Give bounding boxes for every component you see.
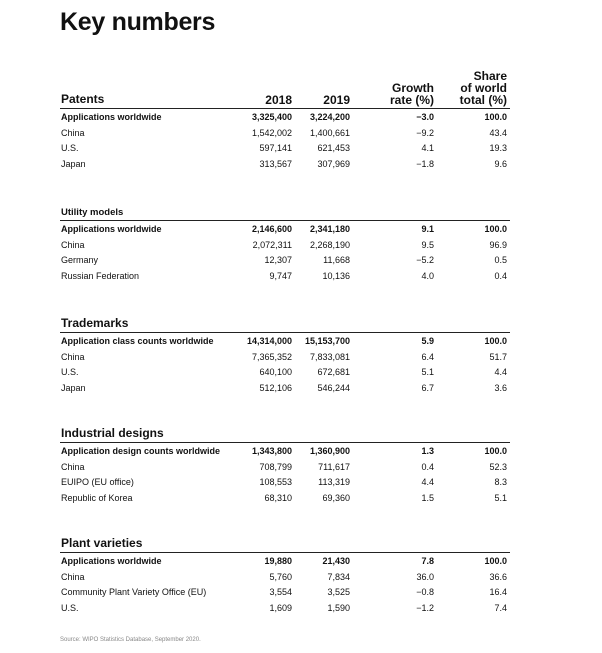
value-2018: 9,747 (269, 270, 292, 281)
value-world-share: 52.3 (489, 461, 507, 472)
value-growth-rate: −3.0 (416, 112, 434, 122)
section-title: Plant varieties (61, 536, 143, 550)
value-world-share: 0.5 (494, 255, 507, 265)
value-2018: 3,325,400 (251, 112, 292, 122)
value-growth-rate: 5.1 (421, 367, 434, 377)
value-2019: 7,833,081 (309, 351, 350, 362)
value-world-share: 9.6 (494, 158, 507, 169)
value-2019: 546,244 (317, 382, 350, 393)
value-2019: 672,681 (317, 367, 350, 377)
section-utility-models (60, 200, 510, 283)
value-world-share: 100.0 (484, 336, 507, 346)
table-row (60, 237, 510, 253)
value-2018: 640,100 (259, 367, 292, 377)
row-label: Community Plant Variety Office (EU) (61, 587, 207, 597)
growth-header-line1: Growth (392, 81, 434, 95)
table-row-total (60, 109, 510, 125)
column-header-growth (390, 82, 434, 106)
row-label: China (61, 239, 85, 250)
value-world-share: 0.4 (494, 270, 507, 281)
section-title: Utility models (61, 207, 124, 218)
value-growth-rate: 1.5 (421, 492, 434, 503)
value-growth-rate: −1.2 (416, 602, 434, 613)
value-2018: 2,072,311 (252, 239, 292, 250)
section-header (60, 530, 510, 553)
value-world-share: 36.6 (489, 571, 507, 582)
value-growth-rate: 6.7 (421, 382, 434, 393)
value-world-share: 100.0 (484, 556, 507, 566)
row-label: China (61, 351, 85, 362)
value-2019: 11,668 (323, 255, 350, 265)
table-row (60, 268, 510, 284)
value-2019: 15,153,700 (304, 336, 350, 346)
section-header (60, 200, 510, 221)
row-label: China (61, 461, 85, 472)
value-2019: 3,525 (327, 587, 350, 597)
table-row (60, 490, 510, 506)
value-2018: 708,799 (259, 461, 292, 472)
section-rows (60, 109, 510, 171)
section-header (60, 420, 510, 443)
value-2019: 1,360,900 (309, 446, 350, 456)
table-row-total (60, 553, 510, 569)
value-2018: 19,880 (264, 556, 292, 566)
source-footnote: Source: WIPO Statistics Database, September 2020. (60, 637, 201, 643)
page-title: Key numbers (60, 8, 216, 36)
row-label: U.S. (61, 143, 79, 153)
section-title: Patents (61, 92, 105, 106)
section-rows (60, 443, 510, 505)
row-label: Applications worldwide (61, 112, 162, 122)
value-world-share: 51.7 (489, 351, 507, 362)
value-world-share: 5.1 (494, 492, 507, 503)
row-label: Applications worldwide (61, 224, 162, 234)
growth-header-line2: rate (%) (389, 93, 434, 107)
value-2018: 2,146,600 (251, 224, 292, 234)
value-2018: 5,760 (269, 571, 292, 582)
table-row (60, 380, 510, 396)
table-row (60, 349, 510, 365)
row-label: Application class counts worldwide (61, 336, 214, 346)
row-label: Republic of Korea (61, 492, 133, 503)
table-row (60, 459, 510, 475)
section-rows (60, 333, 510, 395)
table-row (60, 474, 510, 490)
column-header-2018: 2018 (265, 93, 292, 107)
row-label: EUIPO (EU office) (61, 477, 134, 487)
row-label: Japan (61, 158, 86, 169)
row-label: China (61, 127, 85, 138)
share-header-line1: Share (473, 69, 507, 83)
value-growth-rate: −0.8 (416, 587, 434, 597)
value-growth-rate: −9.2 (416, 127, 434, 138)
value-2019: 10,136 (322, 270, 350, 281)
value-2019: 69,360 (322, 492, 350, 503)
value-2018: 14,314,000 (246, 336, 292, 346)
table-row (60, 569, 510, 585)
value-growth-rate: 4.0 (421, 270, 434, 281)
value-growth-rate: 7.8 (421, 556, 434, 566)
value-world-share: 100.0 (484, 446, 507, 456)
table-row (60, 156, 510, 172)
value-world-share: 7.4 (494, 602, 507, 613)
table-row-total (60, 333, 510, 349)
section-header (60, 66, 510, 109)
share-header-line3: total (%) (459, 93, 507, 107)
value-world-share: 3.6 (494, 382, 507, 393)
value-world-share: 19.3 (489, 143, 507, 153)
section-rows (60, 221, 510, 283)
value-2019: 2,341,180 (309, 224, 350, 234)
value-2018: 7,365,352 (251, 351, 292, 362)
value-2019: 711,617 (318, 461, 350, 472)
value-growth-rate: 4.4 (421, 477, 434, 487)
value-2018: 68,310 (264, 492, 292, 503)
column-header-share (460, 70, 507, 106)
value-growth-rate: 0.4 (421, 461, 434, 472)
value-2019: 2,268,190 (309, 239, 350, 250)
value-growth-rate: 5.9 (421, 336, 434, 346)
value-2019: 7,834 (327, 571, 350, 582)
column-header-2019: 2019 (323, 93, 350, 107)
value-growth-rate: 9.5 (421, 239, 434, 250)
value-world-share: 100.0 (484, 112, 507, 122)
row-label: China (61, 571, 85, 582)
value-2018: 3,554 (269, 587, 292, 597)
row-label: Applications worldwide (61, 556, 162, 566)
section-plant-varieties (60, 530, 510, 615)
value-growth-rate: 36.0 (416, 571, 434, 582)
value-growth-rate: 4.1 (421, 143, 434, 153)
value-growth-rate: 6.4 (421, 351, 434, 362)
value-2018: 1,609 (269, 602, 292, 613)
section-header (60, 310, 510, 333)
table-row (60, 252, 510, 268)
value-2018: 597,141 (259, 143, 292, 153)
value-world-share: 16.4 (489, 587, 507, 597)
table-row (60, 584, 510, 600)
value-2018: 313,567 (259, 158, 292, 169)
value-2019: 307,969 (317, 158, 350, 169)
row-label: U.S. (61, 367, 79, 377)
section-trademarks (60, 310, 510, 395)
row-label: Japan (61, 382, 86, 393)
table-row (60, 125, 510, 141)
value-growth-rate: −1.8 (416, 158, 434, 169)
value-world-share: 8.3 (494, 477, 507, 487)
row-label: U.S. (61, 602, 79, 613)
value-2018: 1,542,002 (251, 127, 292, 138)
value-2018: 12,307 (264, 255, 292, 265)
value-2019: 1,590 (327, 602, 350, 613)
value-growth-rate: 1.3 (421, 446, 434, 456)
section-title: Trademarks (61, 316, 129, 330)
section-rows (60, 553, 510, 615)
value-2019: 3,224,200 (309, 112, 350, 122)
value-world-share: 100.0 (484, 224, 507, 234)
value-2019: 113,319 (318, 477, 350, 487)
value-2019: 621,453 (317, 143, 350, 153)
value-2018: 512,106 (259, 382, 292, 393)
table-row (60, 140, 510, 156)
share-header-line2: of world (460, 81, 507, 95)
value-growth-rate: 9.1 (421, 224, 434, 234)
value-world-share: 4.4 (494, 367, 507, 377)
value-world-share: 43.4 (489, 127, 507, 138)
section-patents (60, 66, 510, 171)
value-world-share: 96.9 (489, 239, 507, 250)
table-row (60, 600, 510, 616)
table-row (60, 364, 510, 380)
value-2019: 21,430 (322, 556, 350, 566)
row-label: Application design counts worldwide (61, 446, 221, 456)
section-industrial-designs (60, 420, 510, 505)
value-2019: 1,400,661 (309, 127, 350, 138)
table-row-total (60, 443, 510, 459)
value-2018: 108,553 (259, 477, 292, 487)
section-title: Industrial designs (61, 426, 164, 440)
value-2018: 1,343,800 (251, 446, 292, 456)
table-row-total (60, 221, 510, 237)
row-label: Germany (61, 255, 99, 265)
row-label: Russian Federation (61, 270, 140, 281)
value-growth-rate: −5.2 (416, 255, 434, 265)
